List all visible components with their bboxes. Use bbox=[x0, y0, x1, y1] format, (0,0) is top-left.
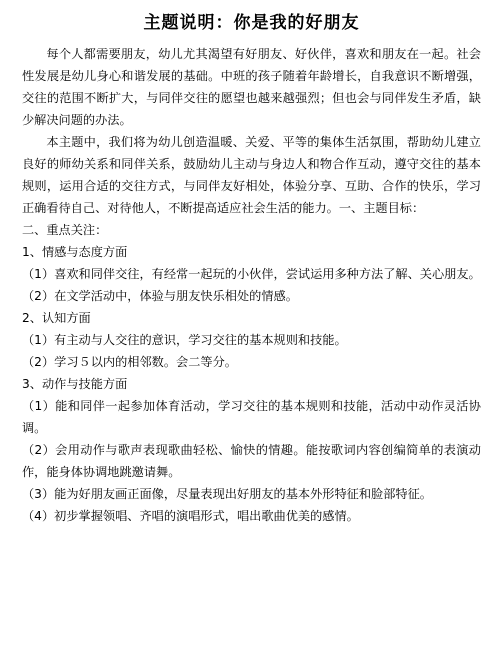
list-item: （4）初步掌握领唱、齐唱的演唱形式，唱出歌曲优美的感情。 bbox=[22, 509, 359, 523]
list-item: （3）能为好朋友画正面像，尽量表现出好朋友的基本外形特征和脸部特征。 bbox=[22, 487, 432, 501]
section-heading-emotion: 1、情感与态度方面 bbox=[22, 245, 128, 259]
list-item: （2）在文学活动中，体验与朋友快乐相处的情感。 bbox=[22, 289, 298, 303]
list-item: （1）喜欢和同伴交往，有经常一起玩的小伙伴，尝试运用多种方法了解、关心朋友。 bbox=[22, 267, 481, 281]
section-heading-cognition: 2、认知方面 bbox=[22, 311, 91, 325]
list-item: （1）有主动与人交往的意识，学习交往的基本规则和技能。 bbox=[22, 333, 347, 347]
section-heading-skills: 3、动作与技能方面 bbox=[22, 377, 128, 391]
list-item: （2）学习５以内的相邻数。会二等分。 bbox=[22, 355, 237, 369]
theme-paragraph: 本主题中，我们将为幼儿创造温暖、关爱、平等的集体生活氛围，帮助幼儿建立良好的师幼关系和同伴关系，鼓励幼儿主动与身边人和物合作互动，遵守交往的基本规则，运用合适的交往方式，与同伴友好相处，体验分享、互助、合作的快乐，学习正确看待自己、对待他人，不断提高适应社会生活的能力。一、主题目标： bbox=[22, 135, 481, 215]
intro-paragraph: 每个人都需要朋友，幼儿尤其渴望有好朋友、好伙伴，喜欢和朋友在一起。社会性发展是幼儿身心和谐发展的基础。中班的孩子随着年龄增长，自我意识不断增强，交往的范围不断扩大，与同伴交往的愿望也越来越强烈；但也会与同伴发生矛盾，缺少解决问题的办法。 bbox=[22, 47, 481, 127]
list-item: （1）能和同伴一起参加体育活动，学习交往的基本规则和技能，活动中动作灵活协调。 bbox=[22, 399, 481, 435]
document-title: 主题说明：你是我的好朋友 bbox=[143, 13, 360, 33]
key-points-heading: 二、重点关注： bbox=[22, 223, 108, 237]
list-item: （2）会用动作与歌声表现歌曲轻松、愉快的情趣。能按歌词内容创编简单的表演动作，能身体协调地跳邀请舞。 bbox=[22, 443, 481, 479]
